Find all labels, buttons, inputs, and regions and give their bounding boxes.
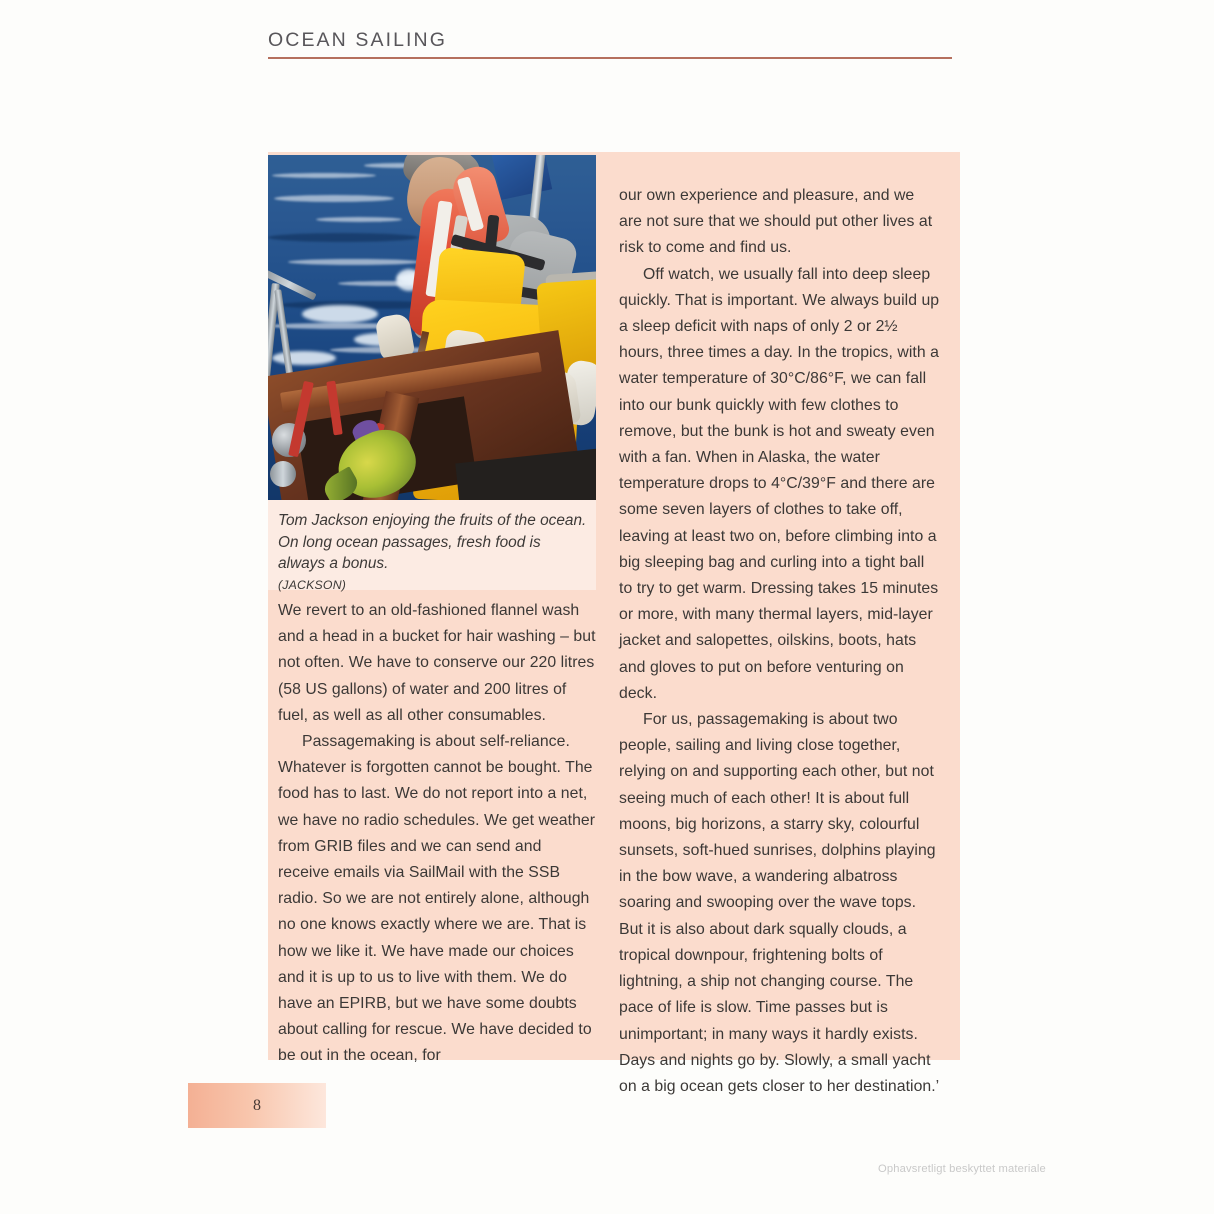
paragraph: Passagemaking is about self-reliance. Whatever is forgotten cannot be bought. The food has to last. We do not report into a net, we have no radio schedules. We get weather from GRIB files and we can send and receive emails via SailMail with the SSB radio. So we are not entirely alone, although no one knows exactly where we are. That is how we like it. We have made our choices and it is up to us to live with them. We do have an EPIRB, but we have some doubts about calling for rescue. We have decided to be out in the ocean, for — [278, 733, 596, 1065]
running-head — [268, 30, 952, 59]
running-head-rule — [268, 57, 952, 59]
running-head-title: OCEAN SAILING — [268, 29, 448, 51]
paragraph: our own experience and pleasure, and we are not sure that we should put other lives at risk to come and find us. — [619, 187, 933, 257]
copyright-watermark: Ophavsretligt beskyttet materiale — [878, 1163, 1046, 1175]
figure-photo — [268, 155, 596, 500]
paragraph: Off watch, we usually fall into deep sleep quickly. That is important. We always build up a sleep deficit with naps of only 2 or 2½ hours, three times a day. In the tropics, with a water temperature of 30°C/86°F, we can fall into our bunk quickly with few clothes to remove, but the bunk is hot and sweaty even with a fan. When in Alaska, the water temperature drops to 4°C/39°F and there are some seven layers of clothes to take off, leaving at least two on, before climbing into a big sleeping bag and curling into a tight ball to try to get warm. Dressing takes 15 minutes or more, with many thermal layers, mid-layer jacket and salopettes, oilskins, boots, hats and gloves to put on before venturing on deck. — [619, 265, 940, 702]
caption-credit: (JACKSON) — [278, 577, 347, 592]
body-column-left — [278, 598, 596, 1070]
body-column-right — [619, 183, 941, 1100]
figure-caption — [278, 510, 590, 596]
page-number: 8 — [253, 1096, 261, 1114]
photo-sailor-with-fish — [268, 155, 596, 500]
caption-body: Tom Jackson enjoying the fruits of the ocean. On long ocean passages, fresh food is always a bonus. — [278, 512, 587, 572]
paragraph: We revert to an old-fashioned flannel wash and a head in a bucket for hair washing – but not often. We have to conserve our 220 litres (58 US gallons) of water and 200 litres of fuel, as well as all other consumables. — [278, 602, 596, 724]
paragraph: For us, passagemaking is about two people, sailing and living close together, relying on and supporting each other, but not seeing much of each other! It is about full moons, big horizons, a starry sky, colourful sunsets, soft-hued sunrises, dolphins playing in the bow wave, a wandering albatross soaring and swooping over the wave tops. But it is also about dark squally clouds, a tropical downpour, frightening bolts of lightning, a ship not changing course. The pace of life is slow. Time passes but is unimportant; in many ways it hardly exists. Days and nights go by. Slowly, a small yacht on a big ocean gets closer to her destination.’ — [619, 711, 940, 1095]
